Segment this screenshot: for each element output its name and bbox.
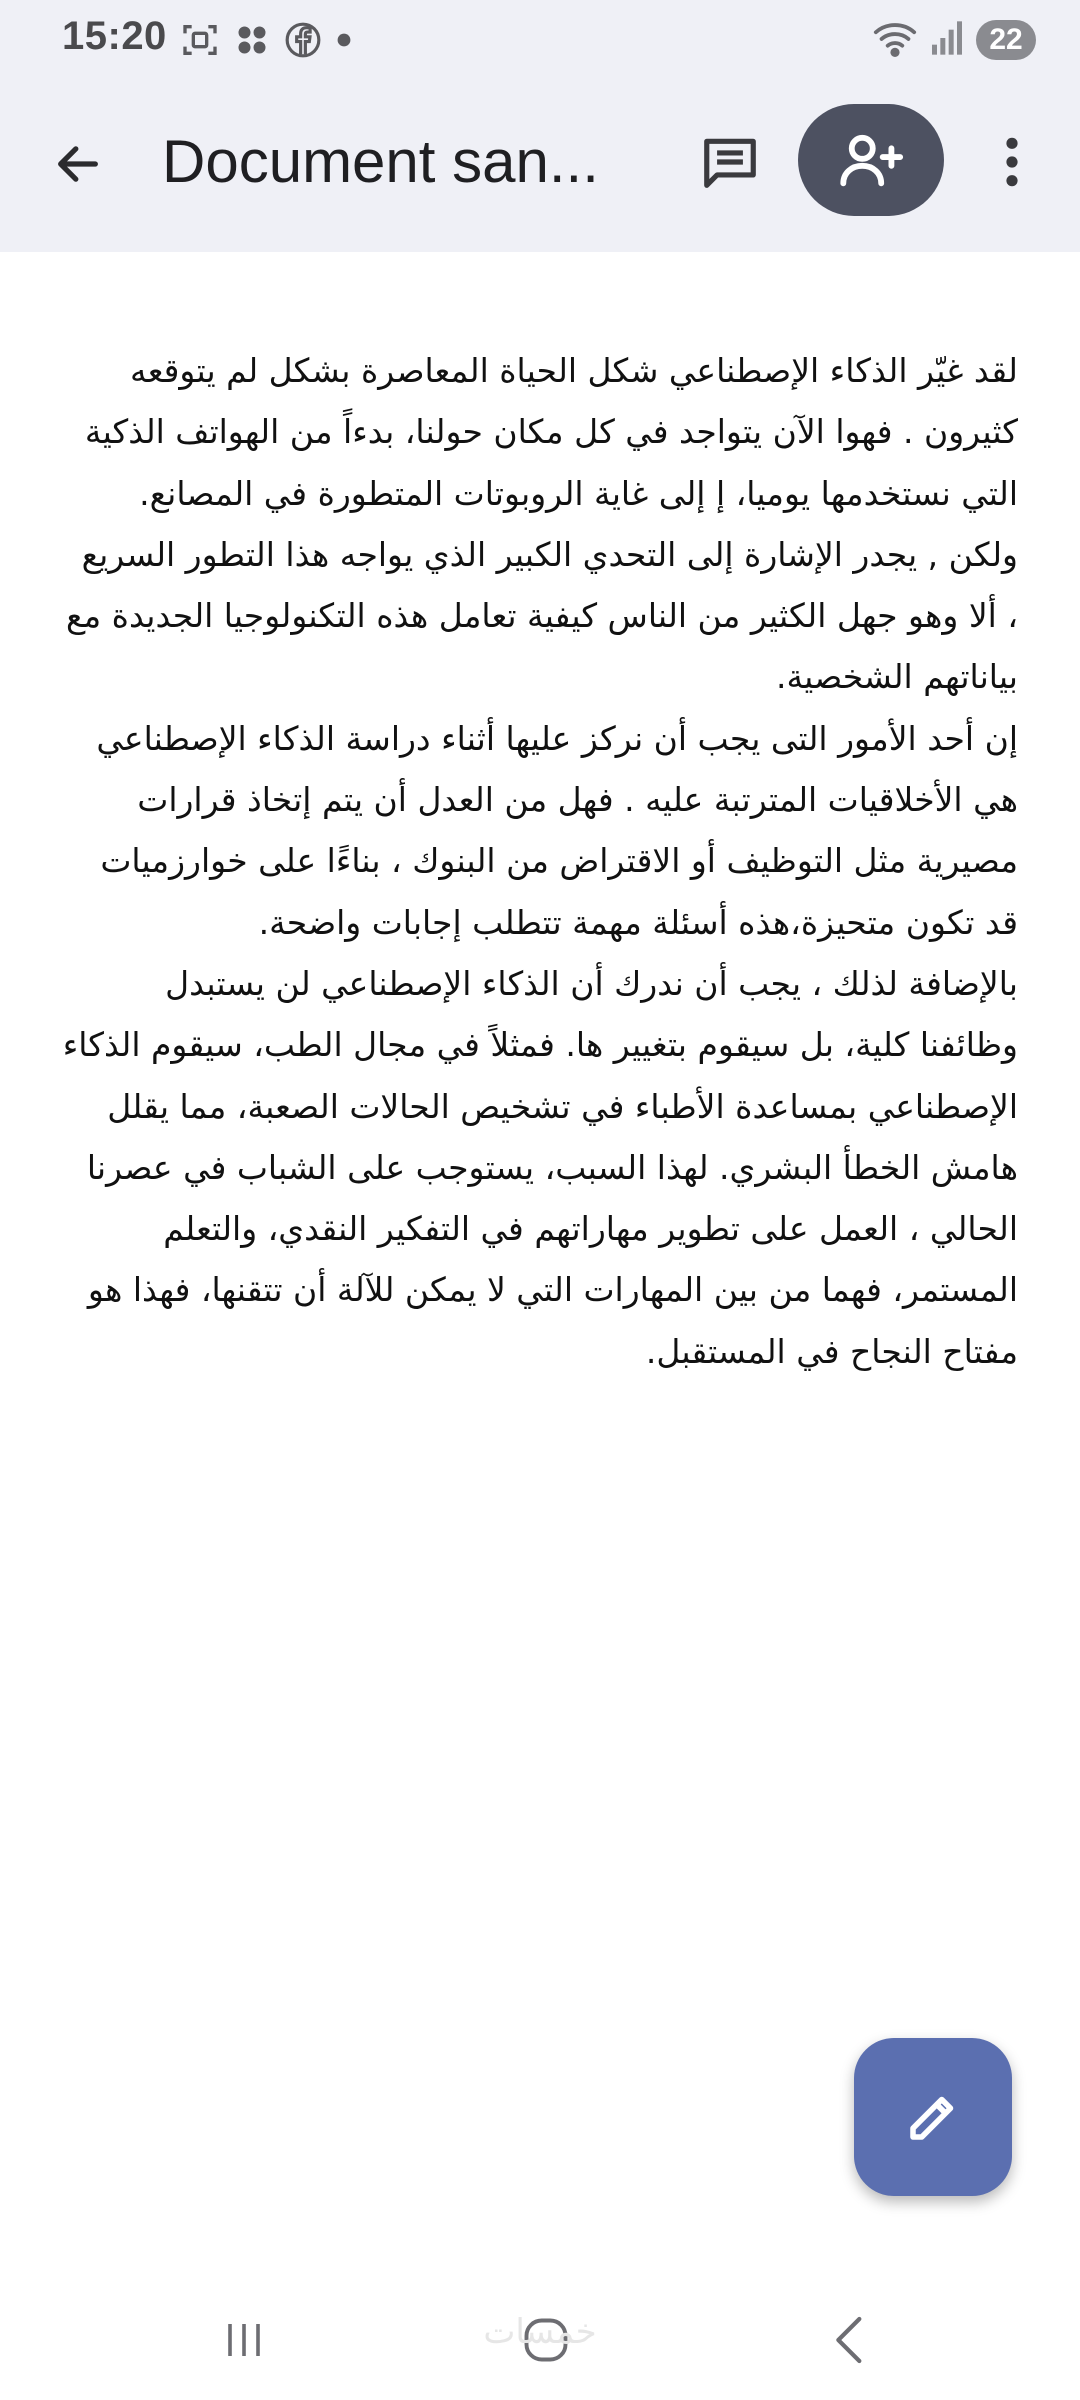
document-paragraph-2: إن أحد الأمور التى يجب أن نركز عليها أثناء دراسة الذكاء الإصطناعي هي الأخلاقيات المترتبة عليه . فهل من العدل أن يتم إتخاذ قرارات مصيرية مثل التوظيف أو الاقتراض من البنوك ، بناءًا على خوارزميات قد تكون متحيزة،هذه أسئلة مهمة تتطلب إجابات واضحة.	[96, 718, 1018, 942]
notification-icons	[180, 20, 352, 60]
system-status-icons	[872, 18, 1036, 62]
comment-icon	[699, 131, 761, 193]
status-time: 15:20	[62, 14, 167, 58]
system-back-button[interactable]	[820, 2304, 880, 2376]
more-vert-icon	[1002, 134, 1022, 190]
document-paragraph-1: لقد غيّر الذكاء الإصطناعي شكل الحياة المعاصرة بشكل لم يتوقعه كثيرون . فهوا الآن يتواجد في كل مكان حولنا، بدءاً من الهواتف الذكية التي نستخدمها يوميا، إ إلى غاية الروبوتات المتطورة في المصانع. ولكن , يجدر الإشارة إلى التحدي الكبير الذي يواجه هذا التطور السريع ، ألا وهو جهل الكثير من الناس كيفية تعامل هذه التكنولوجيا الجديدة مع بياناتهم الشخصية.	[65, 351, 1018, 697]
document-title[interactable]: Document san...	[162, 128, 599, 195]
screenshot-icon	[180, 20, 220, 60]
share-button[interactable]	[798, 104, 944, 216]
signal-icon	[930, 18, 964, 62]
recent-apps-button[interactable]	[214, 2310, 274, 2370]
dot-icon	[336, 32, 352, 48]
comments-button[interactable]	[690, 122, 770, 202]
wifi-icon	[872, 18, 918, 62]
watermark-text: خمسات	[483, 2312, 597, 2352]
more-options-button[interactable]	[980, 122, 1044, 202]
person-add-icon	[836, 125, 906, 195]
apps-dots-icon	[234, 22, 270, 58]
arrow-back-icon	[52, 138, 104, 190]
nav-back-icon	[828, 2312, 872, 2368]
app-bar	[0, 90, 1080, 236]
facebook-icon	[284, 21, 322, 59]
document-paragraph-3: بالإضافة لذلك ، يجب أن ندرك أن الذكاء الإصطناعي لن يستبدل وظائفنا كلية، بل سيقوم بتغيير ها. فمثلاً في مجال الطب، سيقوم الذكاء الإصطناعي بمساعدة الأطباء في تشخيص الحالات الصعبة، مما يقلل هامش الخطأ البشري. لهذا السبب، يستوجب على الشباب في عصرنا الحالي ، العمل على تطوير مهاراتهم في التفكير النقدي، والتعلم المستمر، فهما من بين المهارات التي لا يمكن للآلة أن تتقنها، فهذا هو مفتاح النجاح في المستقبل.	[62, 963, 1018, 1371]
document-body[interactable]	[62, 340, 1018, 1382]
recent-apps-icon	[220, 2316, 268, 2364]
back-button[interactable]	[40, 126, 116, 202]
edit-pencil-icon	[903, 2087, 963, 2147]
battery-indicator: 22	[976, 20, 1036, 60]
edit-fab-button[interactable]	[854, 2038, 1012, 2196]
top-bar	[0, 0, 1080, 252]
status-bar	[0, 0, 1080, 80]
